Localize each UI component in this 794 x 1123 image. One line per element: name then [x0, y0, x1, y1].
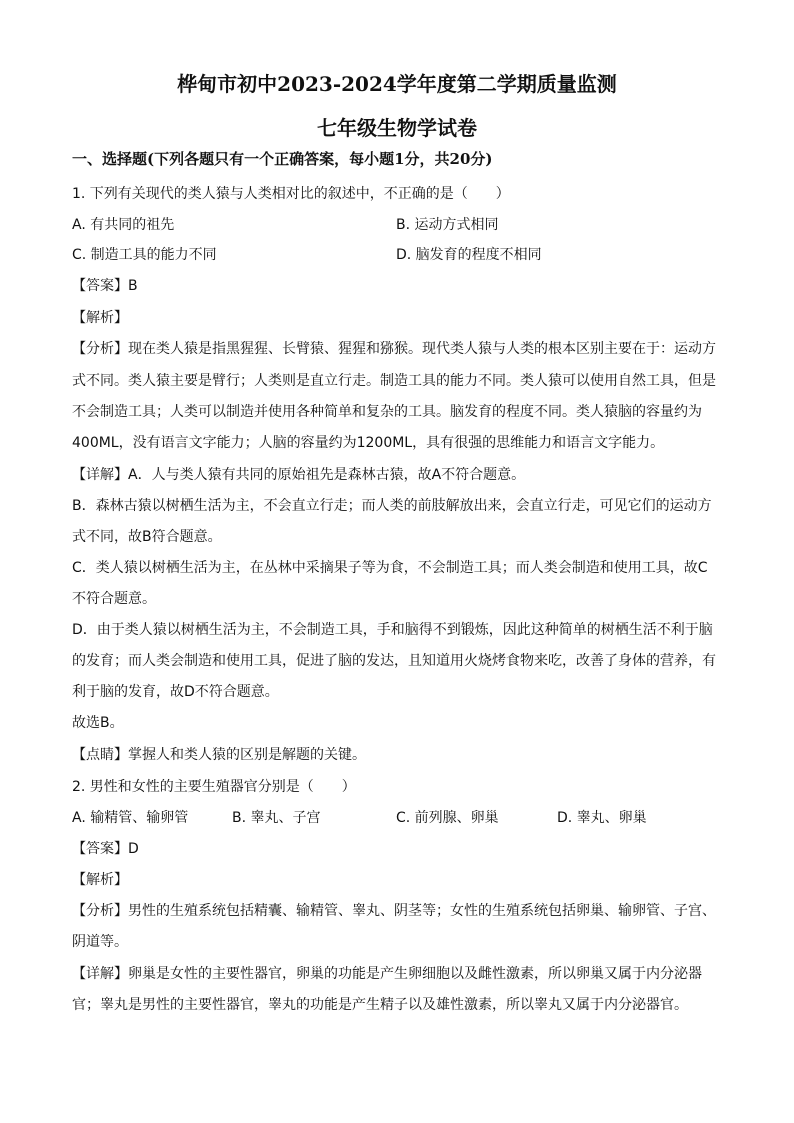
- question-2-analysis-line: 阴道等。: [72, 934, 128, 950]
- question-1-detail-line: C．类人猿以树栖生活为主，在丛林中采摘果子等为食，不会制造工具；而人类会制造和使用工具，故C: [72, 560, 708, 576]
- question-1-comment: 【点睛】掌握人和类人猿的区别是解题的关键。: [72, 747, 366, 763]
- question-1-detail-line: 不符合题意。: [72, 591, 156, 607]
- question-1-analysis-line: 400ML，没有语言文字能力；人脑的容量约为1200ML，具有很强的思维能力和语言文字能力。: [72, 435, 665, 451]
- question-2-stem: 2. 男性和女性的主要生殖器官分别是（ ）: [72, 779, 356, 795]
- question-1-analysis-label: 【解析】: [72, 310, 128, 326]
- question-2-option-d: D. 睾丸、卵巢: [557, 810, 647, 826]
- question-1-analysis-line: 【分析】现在类人猿是指黑猩猩、长臂猿、猩猩和猕猴。现代类人猿与人类的根本区别主要在于：运动方: [72, 341, 716, 357]
- question-1-detail-line: 【详解】A．人与类人猿有共同的原始祖先是森林古猿，故A不符合题意。: [72, 467, 526, 483]
- question-2-detail-line: 官；睾丸是男性的主要性器官，睾丸的功能是产生精子以及雄性激素，所以睾丸又属于内分泌器官。: [72, 997, 688, 1013]
- question-1-option-b: B. 运动方式相同: [396, 217, 499, 233]
- question-1-analysis-line: 不会制造工具；人类可以制造并使用各种简单和复杂的工具。脑发育的程度不同。类人猿脑的容量约为: [72, 404, 702, 420]
- question-1-option-a: A. 有共同的祖先: [72, 217, 175, 233]
- question-2-detail-line: 【详解】卵巢是女性的主要性器官，卵巢的功能是产生卵细胞以及雌性激素，所以卵巢又属于内分泌器: [72, 966, 702, 982]
- question-1-option-c: C. 制造工具的能力不同: [72, 247, 217, 263]
- question-1-detail-line: D．由于类人猿以树栖生活为主，不会制造工具，手和脑得不到锻炼，因此这种简单的树栖生活不利于脑: [72, 622, 713, 638]
- question-2-option-c: C. 前列腺、卵巢: [396, 810, 499, 826]
- question-1-detail-line: B．森林古猿以树栖生活为主，不会直立行走；而人类的前肢解放出来，会直立行走，可见它们的运动方: [72, 498, 712, 514]
- question-2-option-a: A. 输精管、输卵管: [72, 810, 189, 826]
- exam-subtitle: 七年级生物学试卷: [317, 116, 477, 140]
- question-1-analysis-line: 式不同。类人猿主要是臂行；人类则是直立行走。制造工具的能力不同。类人猿可以使用自然工具，但是: [72, 373, 716, 389]
- question-1-stem: 1. 下列有关现代的类人猿与人类相对比的叙述中，不正确的是（ ）: [72, 186, 510, 202]
- question-1-detail-line: 故选B。: [72, 715, 124, 731]
- question-2-option-b: B. 睾丸、子宫: [232, 810, 321, 826]
- question-1-detail-line: 利于脑的发育，故D不符合题意。: [72, 684, 279, 700]
- section-heading: 一、选择题(下列各题只有一个正确答案，每小题1分，共20分): [72, 150, 493, 168]
- question-2-analysis-label: 【解析】: [72, 872, 128, 888]
- question-2-answer: 【答案】D: [72, 841, 139, 857]
- question-1-option-d: D. 脑发育的程度不相同: [396, 247, 542, 263]
- question-2-analysis-line: 【分析】男性的生殖系统包括精囊、输精管、睾丸、阴茎等；女性的生殖系统包括卵巢、输卵管、子宫、: [72, 903, 716, 919]
- question-1-answer: 【答案】B: [72, 278, 138, 294]
- exam-title: 桦甸市初中2023-2024学年度第二学期质量监测: [177, 72, 617, 96]
- question-1-detail-line: 式不同，故B符合题意。: [72, 529, 222, 545]
- question-1-detail-line: 的发育；而人类会制造和使用工具，促进了脑的发达，且知道用火烧烤食物来吃，改善了身体的营养，有: [72, 653, 716, 669]
